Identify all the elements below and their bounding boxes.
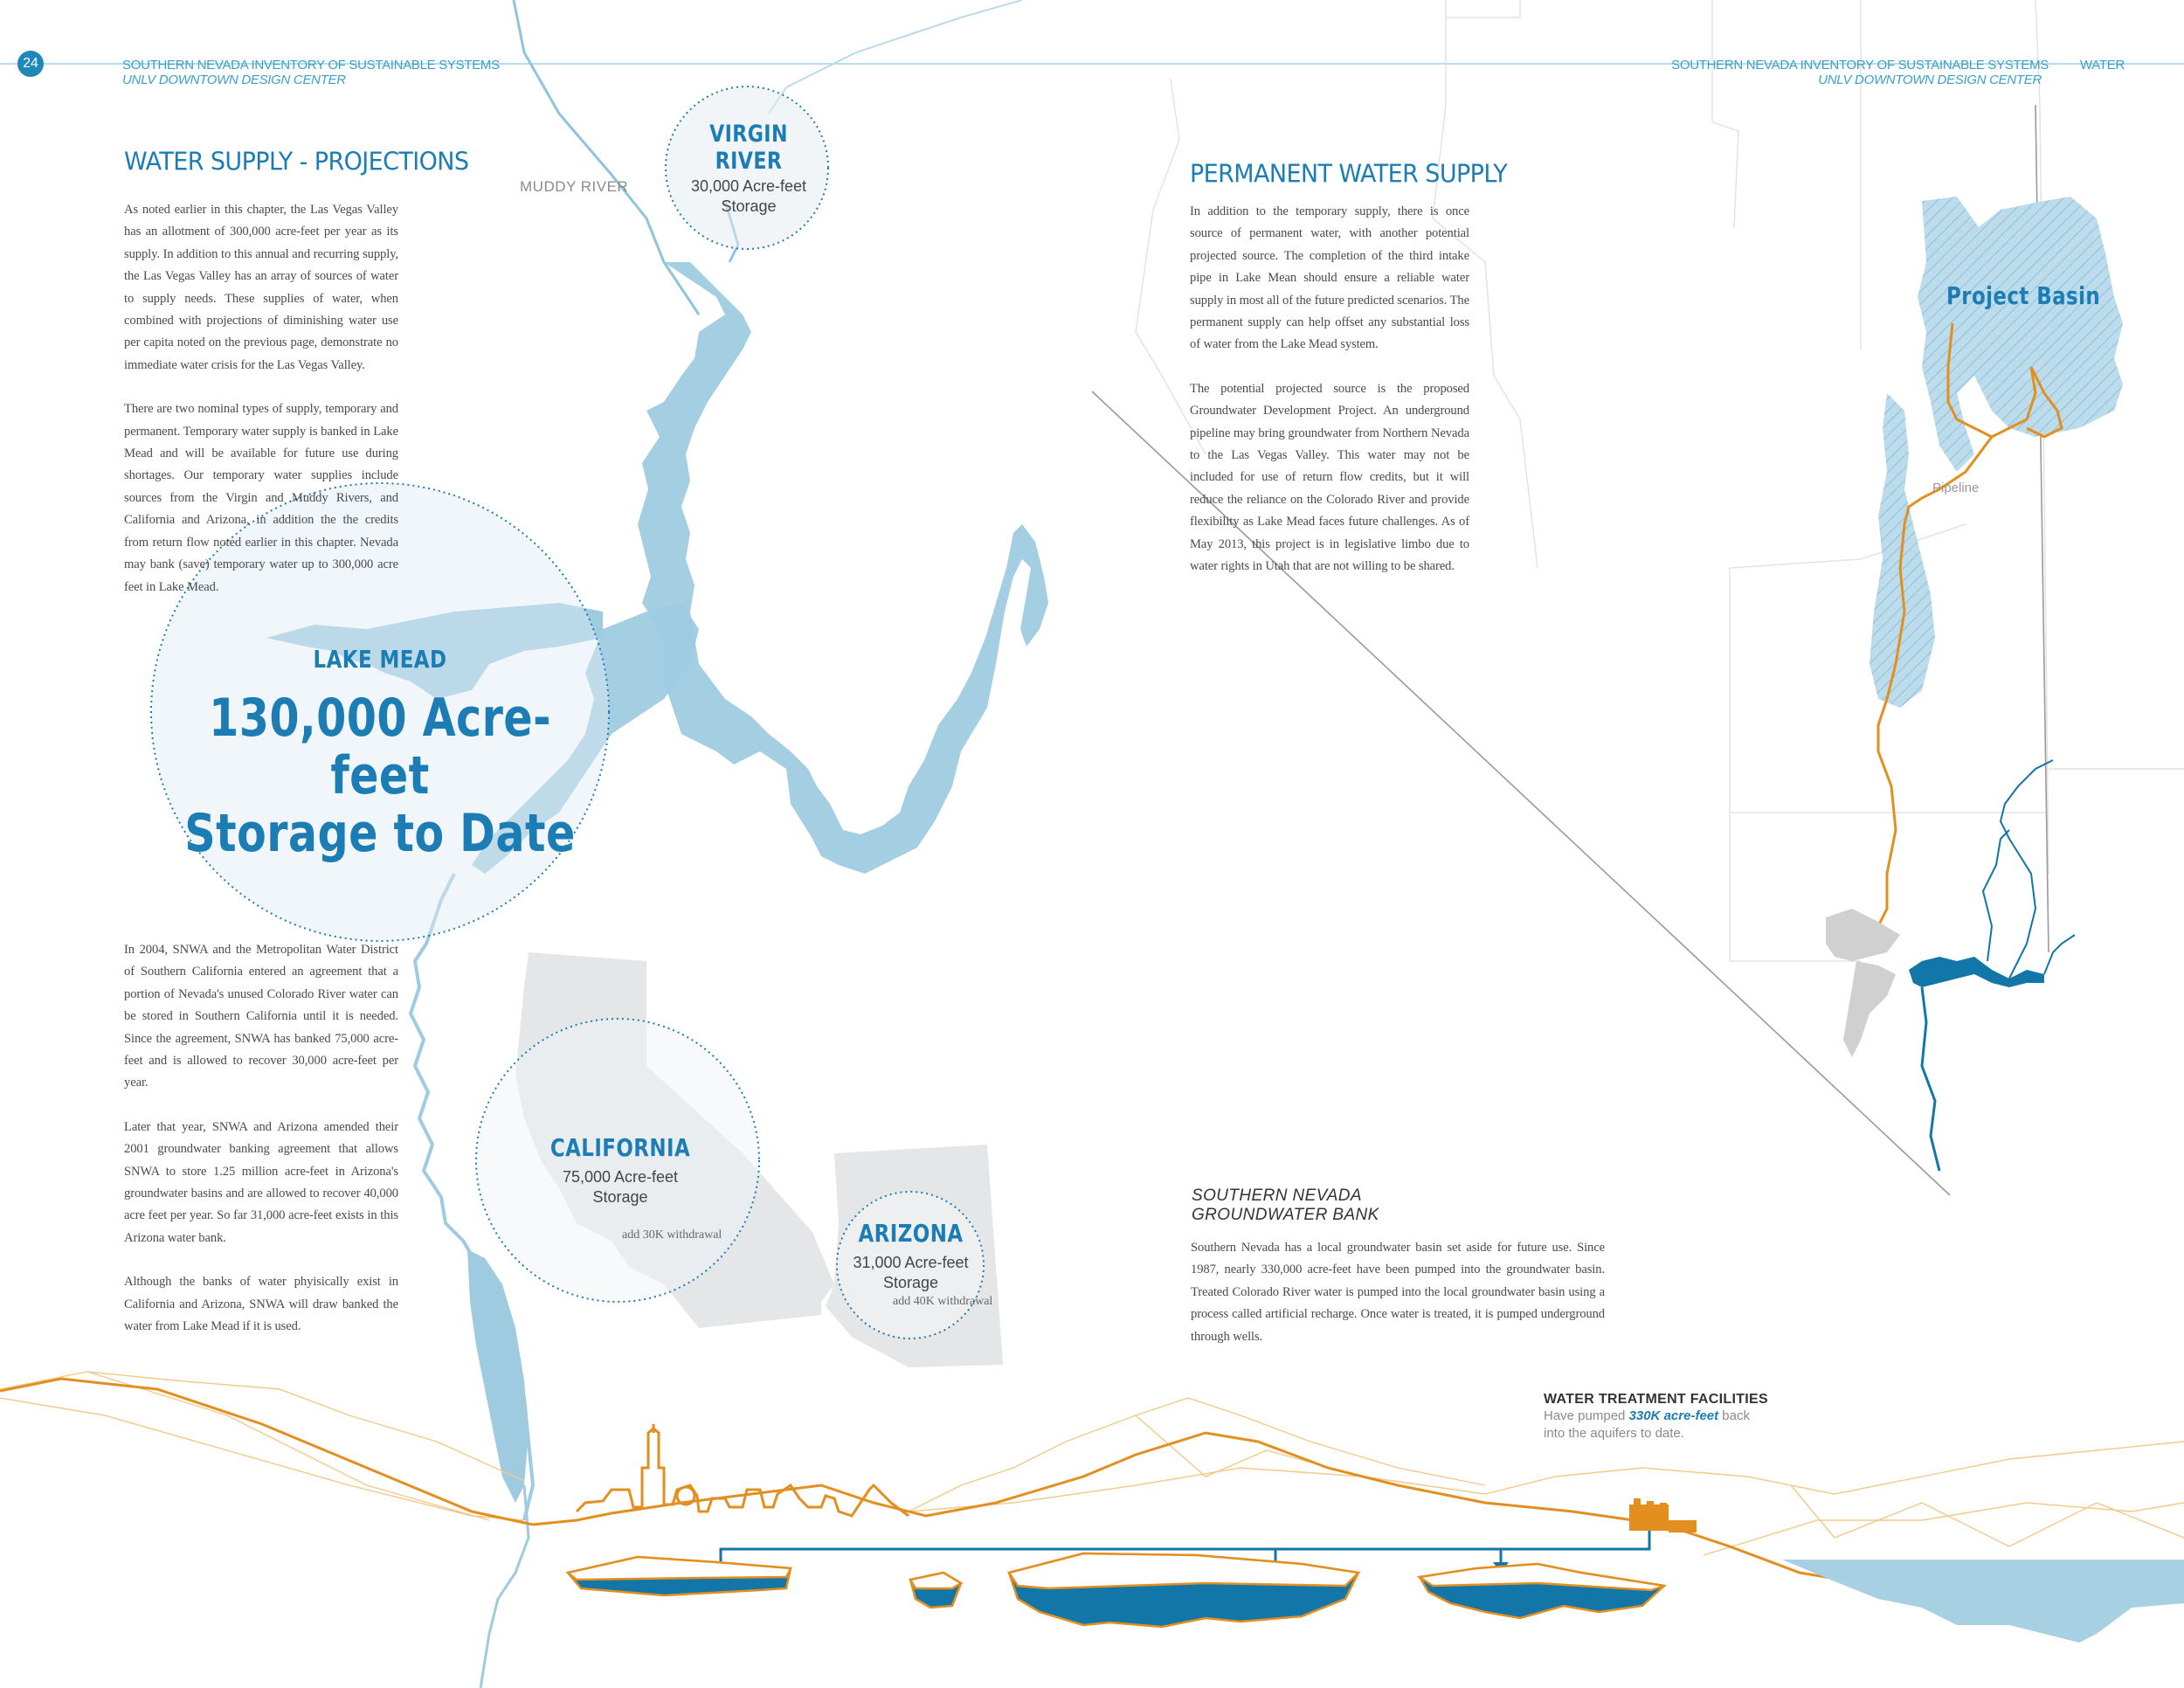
callout-amount: 30,000 Acre-feet xyxy=(690,177,807,195)
running-header-title: SOUTHERN NEVADA INVENTORY OF SUSTAINABLE SYSTEMS xyxy=(122,58,500,73)
project-basin-shape xyxy=(1918,197,2123,472)
paragraph: The potential projected source is the proposed Groundwater Development Project. An underground pipeline may bring groundwater from Northern Nevada to the Las Vegas Valley. This water may not be included for use of return flow credits, but it will reduce the reliance on the Colorado River and provide flexibility as Lake Mead faces future challenges. As of May 2013, this project is in legislative limbo due to water rights in Utah that are not willing to be shared. xyxy=(1190,381,1469,574)
groundwater-bank-text: Southern Nevada has a local groundwater basin set aside for future use. Since 1987, nearly 330,000 acre-feet have been pumped into the groundwater basin. Treated Colorado River water is pumped into the local groundwater basin using a process called artificial recharge. Once water is treated, it is pumped underground through wells. xyxy=(1191,1241,1605,1344)
arizona-callout xyxy=(834,1219,987,1293)
treatment-heading: WATER TREATMENT FACILITIES xyxy=(1544,1392,1768,1407)
section-heading: WATER SUPPLY - PROJECTIONS xyxy=(124,148,469,176)
groundwater-bank-heading xyxy=(1192,1186,1379,1225)
virgin-river-callout xyxy=(666,121,832,217)
treatment-text-part: into the aquifers to date. xyxy=(1544,1426,1684,1441)
lake-mead-storage: 130,000 Acre-feet xyxy=(209,688,551,806)
callout-title: VIRGIN RIVER xyxy=(709,121,788,175)
muddy-river-label: MUDDY RIVER xyxy=(520,178,629,195)
paragraph: In addition to the temporary supply, there is once source of permanent water, with another potential projected source. The completion of the third intake pipe in Lake Mean should ensure a reliable water supply in most all of the future predicted scenarios. The permanent supply can help offset any substantial loss of water from the Lake Mead system. xyxy=(1190,204,1469,352)
virgin-river-line xyxy=(769,0,1022,114)
callout-amount: 31,000 Acre-feet xyxy=(853,1254,969,1271)
permanent-supply-text xyxy=(1190,201,1469,600)
groundwater-basin-shape xyxy=(1782,1560,2184,1643)
callout-unit: Storage xyxy=(721,197,777,215)
california-callout xyxy=(533,1133,708,1207)
treatment-highlight: 330K acre-feet xyxy=(1628,1408,1719,1423)
running-header-title: SOUTHERN NEVADA INVENTORY OF SUSTAINABLE SYSTEMS xyxy=(1671,58,2049,73)
callout-unit: Storage xyxy=(882,1274,939,1291)
treatment-callout xyxy=(1544,1392,1768,1442)
projections-text xyxy=(124,199,398,620)
callout-title: ARIZONA xyxy=(858,1219,964,1248)
paragraph: Later that year, SNWA and Arizona amended their 2001 groundwater banking agreement that allows SNWA to store 1.25 million acre-feet in Arizona's groundwater basins and are allowed to recover 40,000 acre feet per year. So far 31,000 acre-feet exists in this Arizona water bank. xyxy=(124,1119,398,1245)
heading-line: SOUTHERN NEVADA xyxy=(1192,1186,1362,1205)
treatment-text-part: Have pumped xyxy=(1544,1408,1629,1423)
section-name: WATER xyxy=(2080,58,2125,73)
lake-havasu-shape xyxy=(467,1249,529,1503)
skyline xyxy=(577,1429,909,1516)
callout-amount: 75,000 Acre-feet xyxy=(562,1168,679,1186)
california-note: add 30K withdrawal xyxy=(622,1228,722,1242)
running-header-right xyxy=(1671,58,2125,87)
treatment-facility-icon xyxy=(1629,1498,1697,1532)
small-map-lake-mead xyxy=(1909,957,2044,987)
lake-mead-shape xyxy=(638,262,1048,874)
las-vegas-urban-shape xyxy=(1826,909,1900,1057)
lake-mead-callout xyxy=(131,645,629,862)
callout-title: CALIFORNIA xyxy=(549,1133,691,1162)
project-basin-label: Project Basin xyxy=(1946,281,2101,310)
running-header-left xyxy=(122,58,500,87)
terrain-line xyxy=(0,1379,2184,1581)
treatment-text-part: back xyxy=(1718,1408,1750,1423)
section-heading: PERMANENT WATER SUPPLY xyxy=(1190,160,1508,189)
paragraph: As noted earlier in this chapter, the Las Vegas Valley has an allotment of 300,000 acre-feet per year as its supply. In addition to this annual and recurring supply, the Las Vegas Valley has an array of sources of water to supply needs. These supplies of water, when combined with projections of diminishing water use per capita noted on the previous page, demonstrate no immediate water crisis for the Las Vegas Valley. xyxy=(124,203,398,372)
callout-title: LAKE MEAD xyxy=(313,645,447,674)
banking-text xyxy=(124,939,398,1360)
paragraph: There are two nominal types of supply, temporary and permanent. Temporary water supply is banked in Lake Mead and will be available for future use during shortages. Our temporary water supplies include sources from the Virgin and Muddy Rivers, and California and Arizona, in addition the the credits from return flow noted earlier in this chapter. Nevada may bank (save) temporary water up to 300,000 acre feet in Lake Mead. xyxy=(124,402,398,594)
callout-unit: Storage xyxy=(592,1188,648,1206)
running-header-subtitle: UNLV DOWNTOWN DESIGN CENTER xyxy=(1818,73,2042,87)
arizona-note: add 40K withdrawal xyxy=(893,1295,993,1308)
pipeline-label: Pipeline xyxy=(1932,481,1980,495)
terrain-contours xyxy=(0,1372,2184,1555)
paragraph: Although the banks of water phyisically exist in California and Arizona, SNWA will draw banked the water from Lake Mead if it is used. xyxy=(124,1275,398,1334)
running-header-subtitle: UNLV DOWNTOWN DESIGN CENTER xyxy=(122,73,346,87)
paragraph: In 2004, SNWA and the Metropolitan Water District of Southern California entered an agreement that a portion of Nevada's unused Colorado River water can be stored in Southern California until it is needed. Since the agreement, SNWA has banked 75,000 acre-feet and is allowed to recover 30,000 acre-feet per year. xyxy=(124,943,398,1090)
treatment-text xyxy=(1544,1408,1768,1442)
lake-mead-storage-line2: Storage to Date xyxy=(184,803,576,864)
heading-line: GROUNDWATER BANK xyxy=(1192,1206,1379,1224)
page-number: 24 xyxy=(17,51,44,77)
